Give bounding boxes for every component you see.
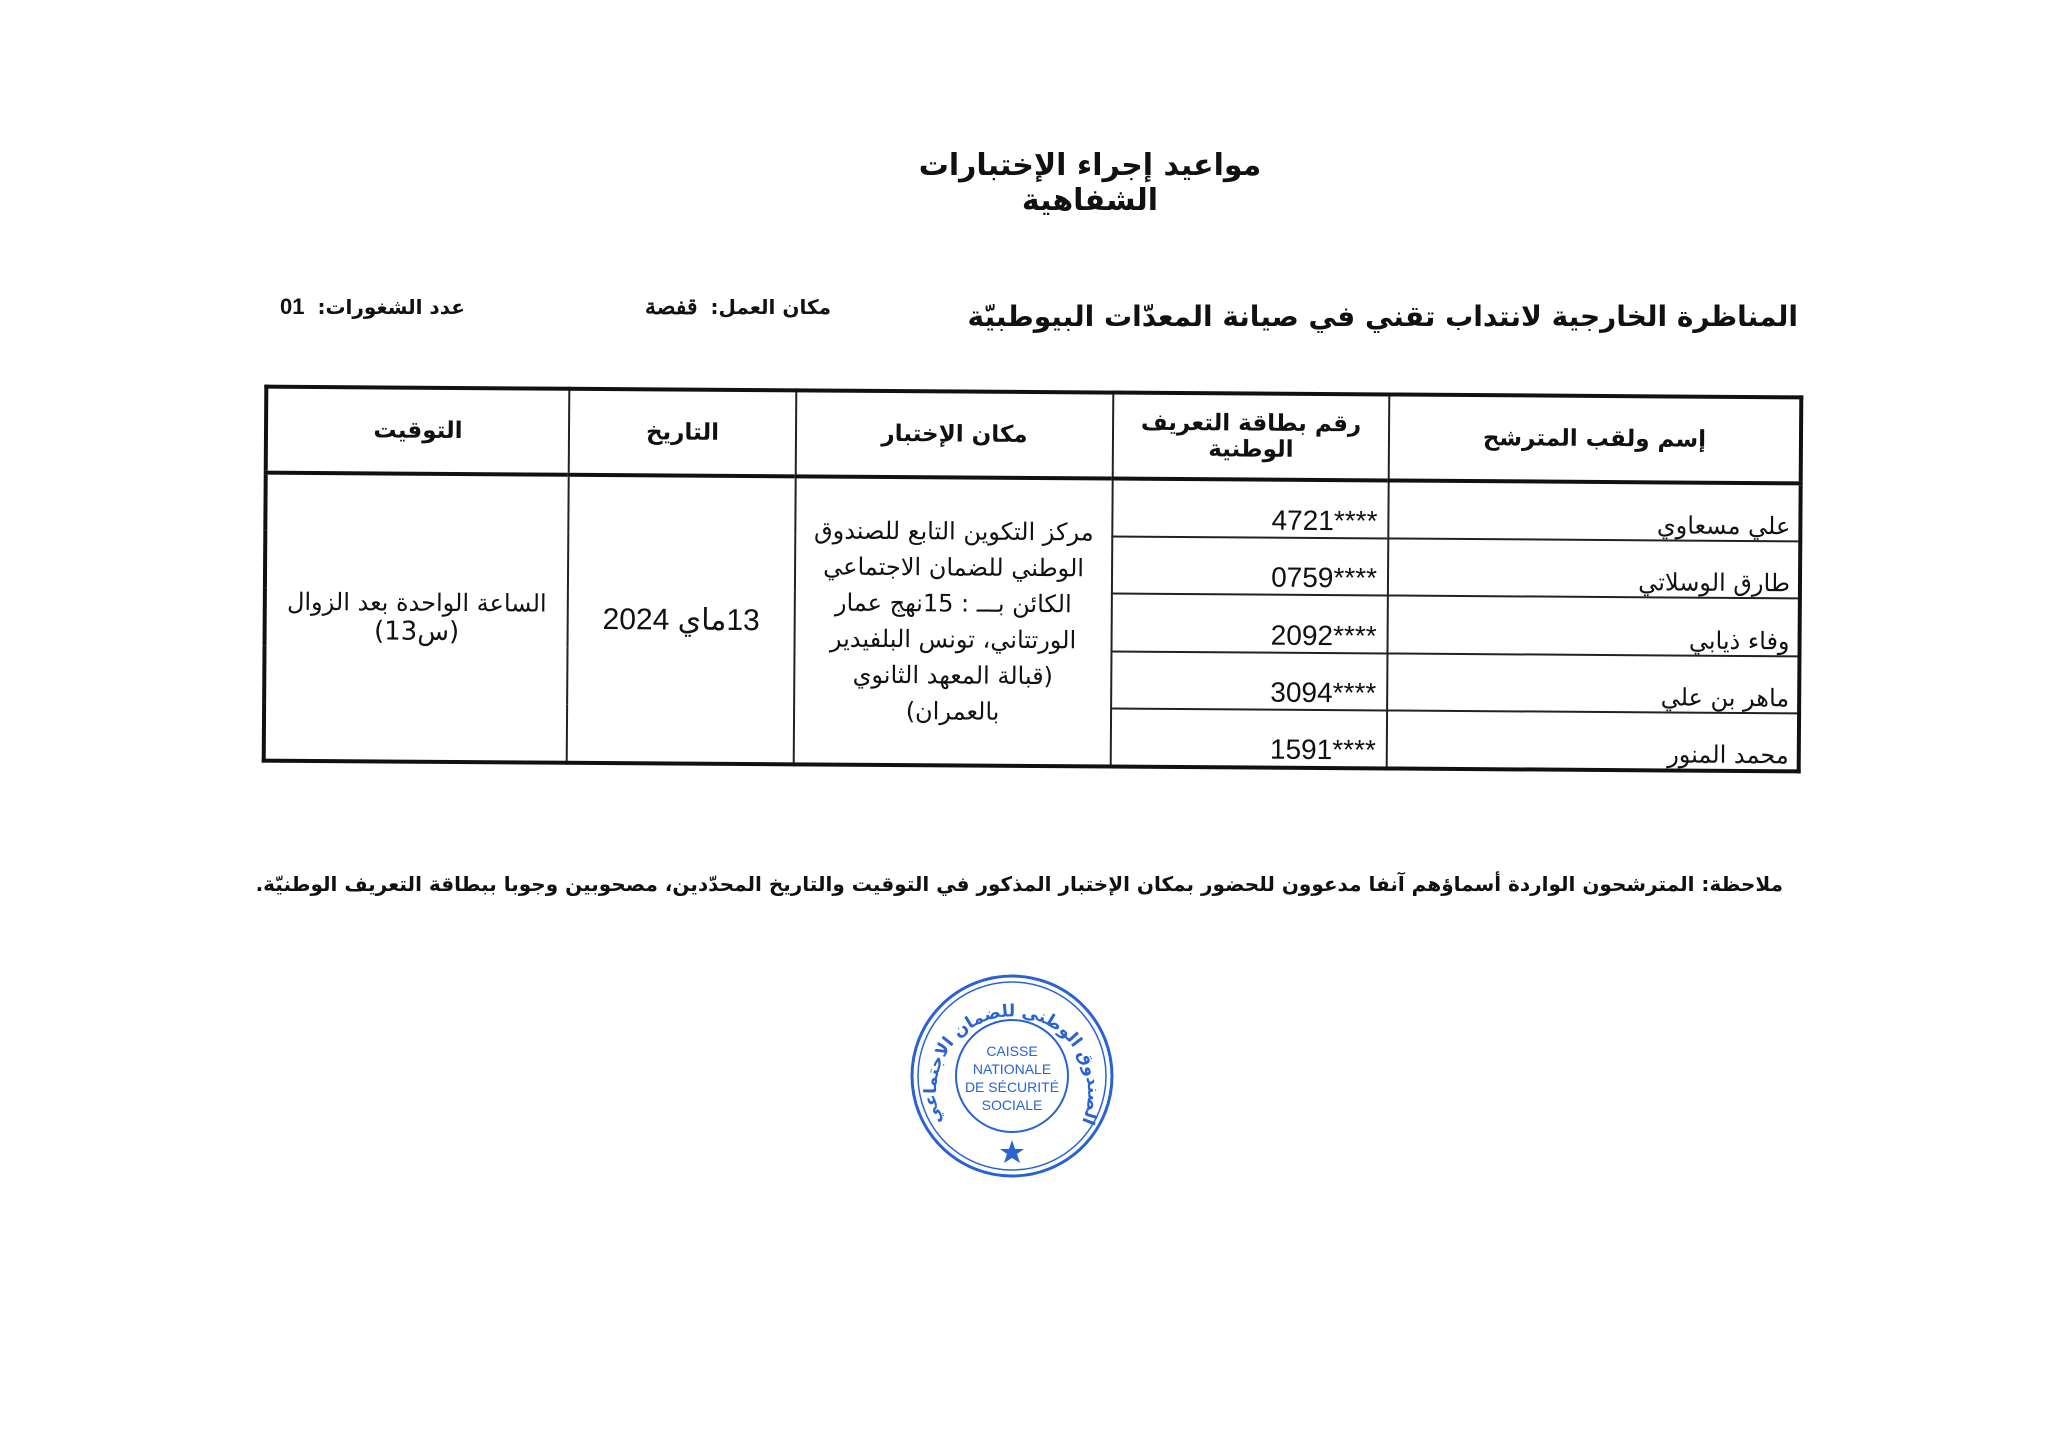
header-exam-place: مكان الإختبار bbox=[796, 390, 1114, 478]
exam-time-text: الساعة الواحدة بعد الزوال bbox=[286, 587, 547, 618]
work-place-label: مكان العمل: bbox=[710, 295, 831, 319]
stamp-line: SOCIALE bbox=[981, 1097, 1043, 1113]
stamp-line: DE SÉCURITÉ bbox=[964, 1079, 1060, 1095]
header-time: التوقيت bbox=[266, 387, 570, 475]
candidate-id: 2092**** bbox=[1111, 594, 1387, 654]
candidate-name: محمد المنور bbox=[1387, 711, 1799, 771]
candidate-id: 3094**** bbox=[1111, 651, 1387, 711]
exam-place-line: الكائن بـــ : 15نهج عمار bbox=[834, 588, 1072, 619]
exam-time-hour: (س13) bbox=[373, 616, 460, 647]
note-text: ملاحظة: المترشحون الواردة أسماؤهم آنفا مدعوون للحضور بمكان الإختبار المذكور في التوقيت والتاريخ المحدّدين، مصحوبين وجوبا ببطاقة التعريف الوطنيّة. bbox=[255, 872, 1783, 896]
candidate-id: 1591**** bbox=[1111, 709, 1387, 769]
vacancies-count bbox=[280, 294, 465, 320]
candidate-name: طارق الوسلاتي bbox=[1388, 538, 1800, 598]
vacancies-value: 01 bbox=[280, 294, 305, 319]
work-place-value: قفصة bbox=[645, 294, 698, 319]
stamp-line: CAISSE bbox=[986, 1043, 1038, 1059]
exam-place-line: مركز التكوين التابع للصندوق bbox=[813, 516, 1094, 547]
header-date: التاريخ bbox=[569, 389, 797, 477]
candidate-name: علي مسعاوي bbox=[1388, 480, 1800, 540]
stamp-arc-text: الصندوق الوطني للضمان الاجتماعي bbox=[920, 1001, 1104, 1128]
stamp-line: NATIONALE bbox=[972, 1061, 1052, 1077]
work-place bbox=[645, 294, 831, 320]
exam-date bbox=[567, 475, 796, 765]
candidate-name: وفاء ذيابي bbox=[1387, 596, 1799, 656]
exam-place-line: الوطني للضمان الاجتماعي bbox=[823, 552, 1085, 583]
exam-place-line: (قبالة المعهد الثانوي بالعمران) bbox=[852, 660, 1054, 726]
exam-place-line: الورتتاني، تونس البلفيدير bbox=[829, 624, 1077, 655]
page-title: مواعيد إجراء الإختبارات الشفاهية bbox=[918, 148, 1262, 218]
candidate-id: 0759**** bbox=[1112, 536, 1388, 596]
vacancies-label: عدد الشغورات: bbox=[317, 295, 465, 319]
official-stamp bbox=[908, 972, 1116, 1180]
star-icon bbox=[1000, 1140, 1024, 1163]
competition-title: المناظرة الخارجية لانتداب تقني في صيانة المعدّات البيوطبيّة bbox=[967, 300, 1798, 333]
table-row bbox=[265, 473, 1800, 541]
header-candidate-name: إسم ولقب المترشح bbox=[1389, 394, 1802, 483]
header-id-card: رقم بطاقة التعريف الوطنية bbox=[1113, 393, 1390, 481]
table-header-row bbox=[266, 387, 1802, 484]
exam-date-value: 13ماي 2024 bbox=[602, 602, 760, 637]
exam-time bbox=[264, 473, 569, 763]
candidate-id: 4721**** bbox=[1112, 479, 1388, 539]
exam-place bbox=[794, 476, 1113, 766]
schedule-table bbox=[262, 385, 1804, 774]
candidate-name: ماهر بن علي bbox=[1387, 653, 1799, 713]
